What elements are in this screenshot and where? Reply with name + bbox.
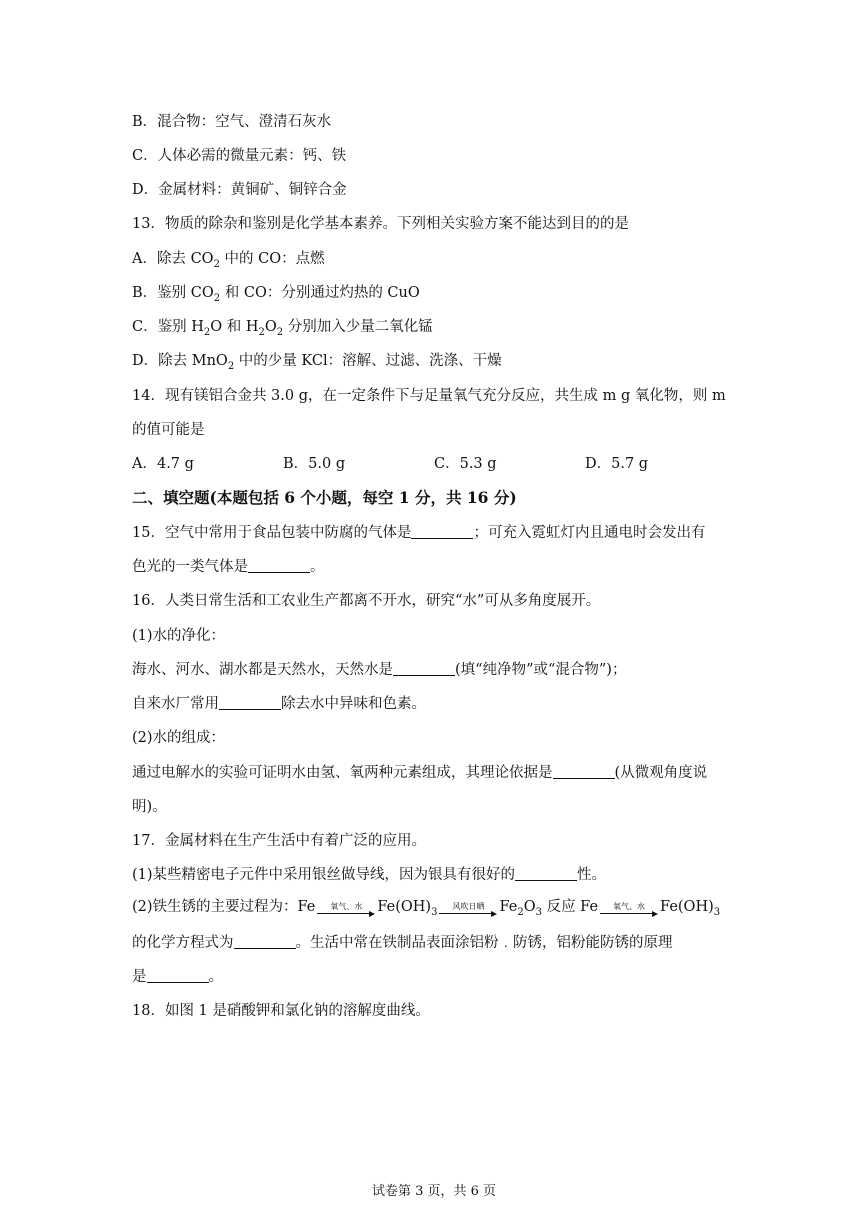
q15-line2: 色光的一类气体是 。 — [132, 559, 325, 575]
q13-option-d: D．除去 MnO$_2$ 中的少量 KCl：溶解、过滤、洗涤、干燥 — [132, 353, 502, 372]
q16-line2: 自来水厂常用 除去水中异味和色素。 — [132, 696, 426, 712]
reaction-arrow: 氧气、水 — [600, 902, 658, 917]
q18-stem: 18．如图 1 是硝酸钾和氯化钠的溶解度曲线。 — [132, 1003, 430, 1019]
q13-option-b: B．鉴别 $CO_2$ 和 CO：分别通过灼热的 CuO — [132, 285, 420, 304]
q13-stem: 13．物质的除杂和鉴别是化学基本素养。下列相关实验方案不能达到目的的是 — [132, 216, 629, 232]
q14-stem-line1: 14．现有镁铝合金共 3.0 g，在一定条件下与足量氧气充分反应，共生成 m g 氧化物，则 m — [132, 388, 726, 404]
q14-stem-line2: 的值可能是 — [132, 422, 205, 438]
q17-part1: (1)某些精密电子元件中采用银丝做导线，因为银具有很好的 性。 — [132, 867, 607, 883]
answer-blank[interactable] — [515, 866, 577, 881]
q14-option-d: D．5.7 g — [585, 456, 649, 472]
reaction-arrow: 氧气、水 — [317, 902, 375, 917]
q16-part2: (2)水的组成： — [132, 730, 226, 746]
reaction-arrow: 风吹日晒 — [439, 902, 497, 917]
section-title: 二、填空题(本题包括 6 个小题，每空 1 分，共 16 分) — [132, 488, 517, 507]
q16-part1: (1)水的净化： — [132, 628, 226, 644]
q14-option-a: A．4.7 g — [132, 456, 194, 472]
answer-blank[interactable] — [411, 524, 473, 539]
q13-option-a: A．除去 $CO_2$ 中的 CO：点燃 — [132, 251, 325, 270]
q13-option-c: C．鉴别 $H_2O$ 和 $H_2O_2$ 分别加入少量二氧化锰 — [132, 319, 433, 338]
q17-part2: (2)铁生锈的主要过程为：Fe 氧气、水 $Fe(OH)_3$ 风吹日晒 $Fe_2O_3$ 反应 Fe 氧气、水 $Fe(OH)_3$ — [132, 899, 721, 918]
answer-blank[interactable] — [219, 695, 281, 710]
q16-line1: 海水、河水、湖水都是天然水，天然水是 (填“纯净物”或“混合物”)； — [132, 662, 627, 678]
q12-option-c: C．人体必需的微量元素：钙、铁 — [132, 148, 347, 164]
q16-line4: 明)。 — [132, 799, 167, 815]
answer-blank[interactable] — [553, 764, 615, 779]
q17-line3: 是 。 — [132, 969, 223, 985]
answer-blank[interactable] — [234, 934, 296, 949]
q14-option-c: C．5.3 g — [434, 456, 497, 472]
answer-blank[interactable] — [147, 968, 209, 983]
page-footer: 试卷第 3 页，共 6 页 — [371, 1184, 497, 1199]
q12-option-b: B．混合物：空气、澄清石灰水 — [132, 114, 332, 130]
q17-line2: 的化学方程式为 。生活中常在铁制品表面涂铝粉﹒防锈，铝粉能防锈的原理 — [132, 935, 673, 951]
q17-stem: 17．金属材料在生产生活中有着广泛的应用。 — [132, 833, 426, 849]
q12-option-d: D．金属材料：黄铜矿、铜锌合金 — [132, 182, 347, 198]
q14-options — [132, 454, 736, 474]
answer-blank[interactable] — [393, 661, 455, 676]
answer-blank[interactable] — [248, 558, 310, 573]
q16-line3: 通过电解水的实验可证明水由氢、氧两种元素组成，其理论依据是 (从微观角度说 — [132, 765, 708, 781]
q15-line1: 15．空气中常用于食品包装中防腐的气体是 ；可充入霓虹灯内且通电时会发出有 — [132, 525, 706, 541]
q16-stem: 16．人类日常生活和工农业生产都离不开水，研究“水”可从多角度展开。 — [132, 593, 601, 609]
q14-option-b: B．5.0 g — [283, 456, 346, 472]
